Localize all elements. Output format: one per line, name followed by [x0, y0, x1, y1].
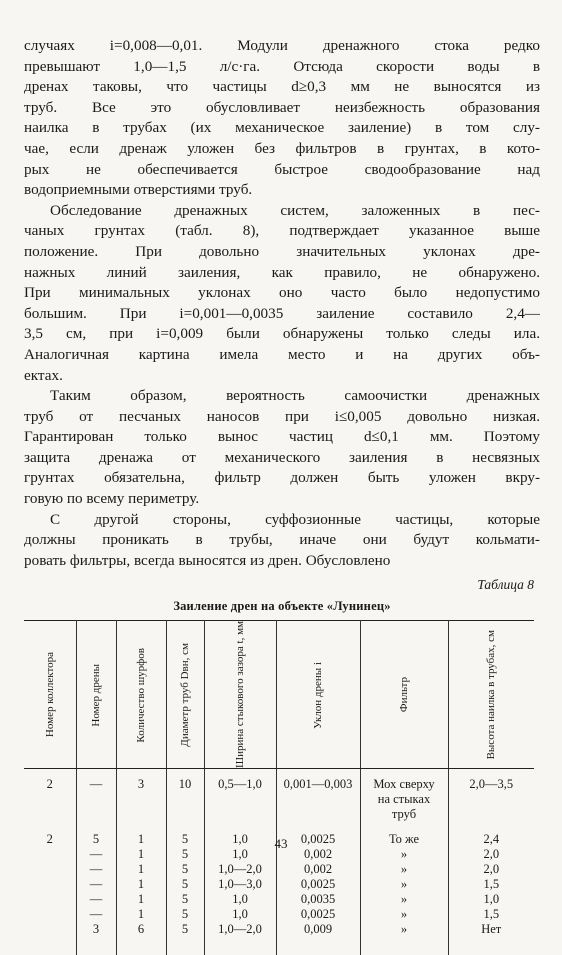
table-row: — 1 5 1,0—3,0 0,0025 » 1,5 — [24, 877, 534, 892]
text-line: превышают 1,0—1,5 л/с·га. Отсюда скорости воды в — [24, 57, 540, 75]
text-line: чаных грунтах (табл. 8), подтверждает указанное выше — [24, 222, 540, 240]
table-title: Заиление дрен на объекте «Лунинец» — [173, 599, 391, 614]
header-collector: Номер коллектора — [24, 621, 76, 769]
header-pits: Количество шурфов — [116, 621, 166, 769]
text-line: водоприемными отверстиями труб. — [24, 181, 253, 199]
text-line: случаях i=0,008—0,01. Модули дренажного стока редко — [24, 37, 540, 54]
text-line: дренах таковы, что частицы d≥0,3 мм не выносятся из — [24, 78, 540, 96]
text-line: рых не обеспечивается быстрое сводообразование над — [24, 160, 540, 178]
table-row: — 1 5 1,0 0,002 » 2,0 — [24, 847, 534, 862]
text-line: грунтах обязательна, фильтр должен быть уложен вкру- — [24, 469, 540, 487]
drain-silting-table — [24, 620, 534, 955]
text-line: С другой стороны, суффозионные частицы, которые — [50, 510, 540, 528]
table-header-row — [24, 621, 534, 769]
text-line: 3,5 см, при i=0,009 были обнаружены только следы ила. — [24, 325, 540, 343]
text-line: должны проникать в трубы, иначе они будут кольмати- — [24, 531, 540, 549]
text-line: ектах. — [24, 366, 63, 384]
header-drain: Номер дрены — [76, 621, 116, 769]
text-line: труб от песчаных наносов при i≤0,005 довольно низкая. — [24, 407, 540, 425]
table-row: 3 6 5 1,0—2,0 0,009 » Нет — [24, 922, 534, 937]
table-row: — 1 5 1,0 0,0035 » 1,0 — [24, 892, 534, 907]
filter-cell: Мох сверху на стыках труб — [360, 777, 448, 822]
table-row: 2 — 3 10 0,5—1,0 0,001—0,003 Мох сверху на стыках труб 2,0—3,5 — [24, 777, 534, 822]
table-row: — 1 5 1,0 0,0025 » 1,5 — [24, 907, 534, 922]
text-line: труб. Все это обусловливает неизбежность образования — [24, 98, 540, 116]
text-line: Аналогичная картина имела место и на других объ- — [24, 345, 540, 363]
text-line: наилка в трубах (их механическое заиление) в том слу- — [24, 119, 540, 137]
text-line: защита дренажа от механического заиления в несвязных — [24, 448, 540, 466]
header-slope: Уклон дрены i — [276, 621, 360, 769]
table-row: 2 5 1 5 1,0 0,0025 То же 2,4 — [24, 832, 534, 847]
body-text — [24, 36, 540, 571]
header-gap: Ширина стыкового зазора t, мм — [204, 621, 276, 769]
text-line: большим. При i=0,001—0,0035 заиление составило 2,4— — [24, 304, 540, 322]
text-line: чае, если дренаж уложен без фильтров в грунтах, в кото- — [24, 139, 540, 157]
text-line: Таким образом, вероятность самоочистки дренажных — [50, 387, 540, 405]
header-filter: Фильтр — [360, 621, 448, 769]
text-line: Гарантирован только вынос частиц d≤0,1 мм. Поэтому — [24, 428, 540, 446]
book-page — [24, 36, 540, 955]
text-line: нажных линий заиления, как правило, не обнаружено. — [24, 263, 540, 281]
text-line: говую по всему периметру. — [24, 490, 200, 508]
text-line: ровать фильтры, всегда выносятся из дрен. Обусловлено — [24, 551, 391, 569]
text-line: Обследование дренажных систем, заложенных в пес- — [50, 201, 540, 219]
header-diameter: Диаметр труб Dвн, см — [166, 621, 204, 769]
text-line: При минимальных уклонах оно часто было недопустимо — [24, 284, 540, 302]
text-line: положение. При довольно значительных уклонах дре- — [24, 242, 540, 260]
table-row: — 1 5 1,0—2,0 0,002 » 2,0 — [24, 862, 534, 877]
table-number-label: Таблица 8 — [477, 577, 534, 593]
page-number: 43 — [274, 836, 288, 851]
header-silt: Высота наилка в трубах, см — [448, 621, 534, 769]
